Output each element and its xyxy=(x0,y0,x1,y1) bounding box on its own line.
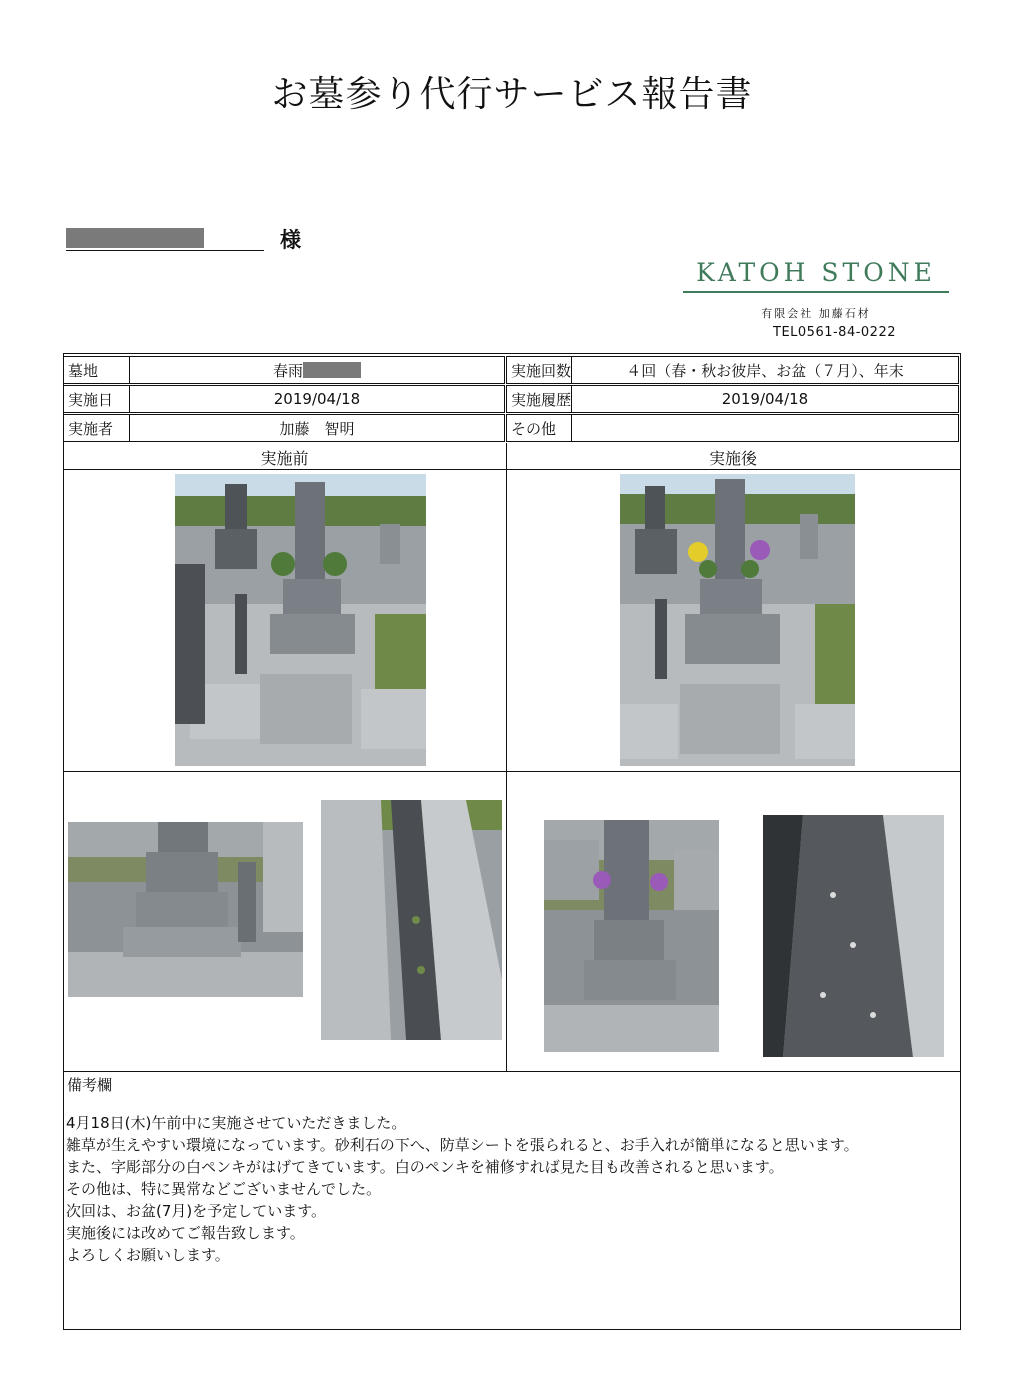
section-header-rule xyxy=(63,469,960,470)
photo-after-gravel xyxy=(763,815,944,1057)
notes-line: 次回は、お盆(7月)を予定しています。 xyxy=(66,1202,327,1220)
value-frequency: ４回（春・秋お彼岸、お盆（７月）、年末 xyxy=(571,356,959,384)
label-cemetery: 墓地 xyxy=(63,356,130,384)
value-other xyxy=(571,414,959,442)
photo-after-rear xyxy=(544,820,719,1052)
notes-line: また、字彫部分の白ペンキがはげてきています。白のペンキを補修すれば見た目も改善されると思います。 xyxy=(66,1158,784,1176)
notes-rule xyxy=(63,1071,960,1072)
label-staff: 実施者 xyxy=(63,414,130,442)
notes-line: 雑草が生えやすい環境になっています。砂利石の下へ、防草シートを張られると、お手入れが簡単になると思います。 xyxy=(66,1136,859,1154)
notes-heading: 備考欄 xyxy=(67,1076,113,1094)
company-logo xyxy=(683,258,949,340)
label-date: 実施日 xyxy=(63,385,130,413)
notes-line: よろしくお願いします。 xyxy=(66,1246,230,1264)
value-date: 2019/04/18 xyxy=(129,385,505,413)
company-name: 有限会社 加藤石材 xyxy=(761,306,871,320)
center-divider xyxy=(506,443,507,1071)
after-heading: 実施後 xyxy=(708,449,757,468)
photo-before-front xyxy=(175,474,426,766)
value-cemetery-text: 春雨 xyxy=(272,361,303,380)
company-tel: TEL0561-84-0222 xyxy=(773,324,896,340)
recipient-line xyxy=(66,226,301,252)
notes-body xyxy=(66,1112,859,1266)
label-history: 実施履歴 xyxy=(506,385,572,413)
report-title: お墓参り代行サービス報告書 xyxy=(271,74,753,115)
logo-rule xyxy=(683,291,949,293)
photo-after-front xyxy=(620,474,855,766)
value-history: 2019/04/18 xyxy=(571,385,959,413)
photo-before-rear xyxy=(68,822,303,997)
notes-line: その他は、特に異常などございませんでした。 xyxy=(66,1180,382,1198)
label-other: その他 xyxy=(506,414,572,442)
notes-line: 実施後には改めてご報告致します。 xyxy=(66,1224,305,1242)
recipient-suffix: 様 xyxy=(280,228,301,252)
company-brand: KATOH STONE xyxy=(696,258,936,287)
redacted-name xyxy=(66,228,204,248)
value-staff: 加藤 智明 xyxy=(129,414,505,442)
photo-row-rule xyxy=(63,771,960,772)
value-cemetery xyxy=(129,356,505,384)
notes-line: 4月18日(木)午前中に実施させていただきました。 xyxy=(66,1114,407,1132)
label-frequency: 実施回数 xyxy=(506,356,572,384)
photo-before-gravel xyxy=(321,800,502,1040)
before-heading: 実施前 xyxy=(260,449,309,468)
redacted-plot xyxy=(303,362,361,378)
